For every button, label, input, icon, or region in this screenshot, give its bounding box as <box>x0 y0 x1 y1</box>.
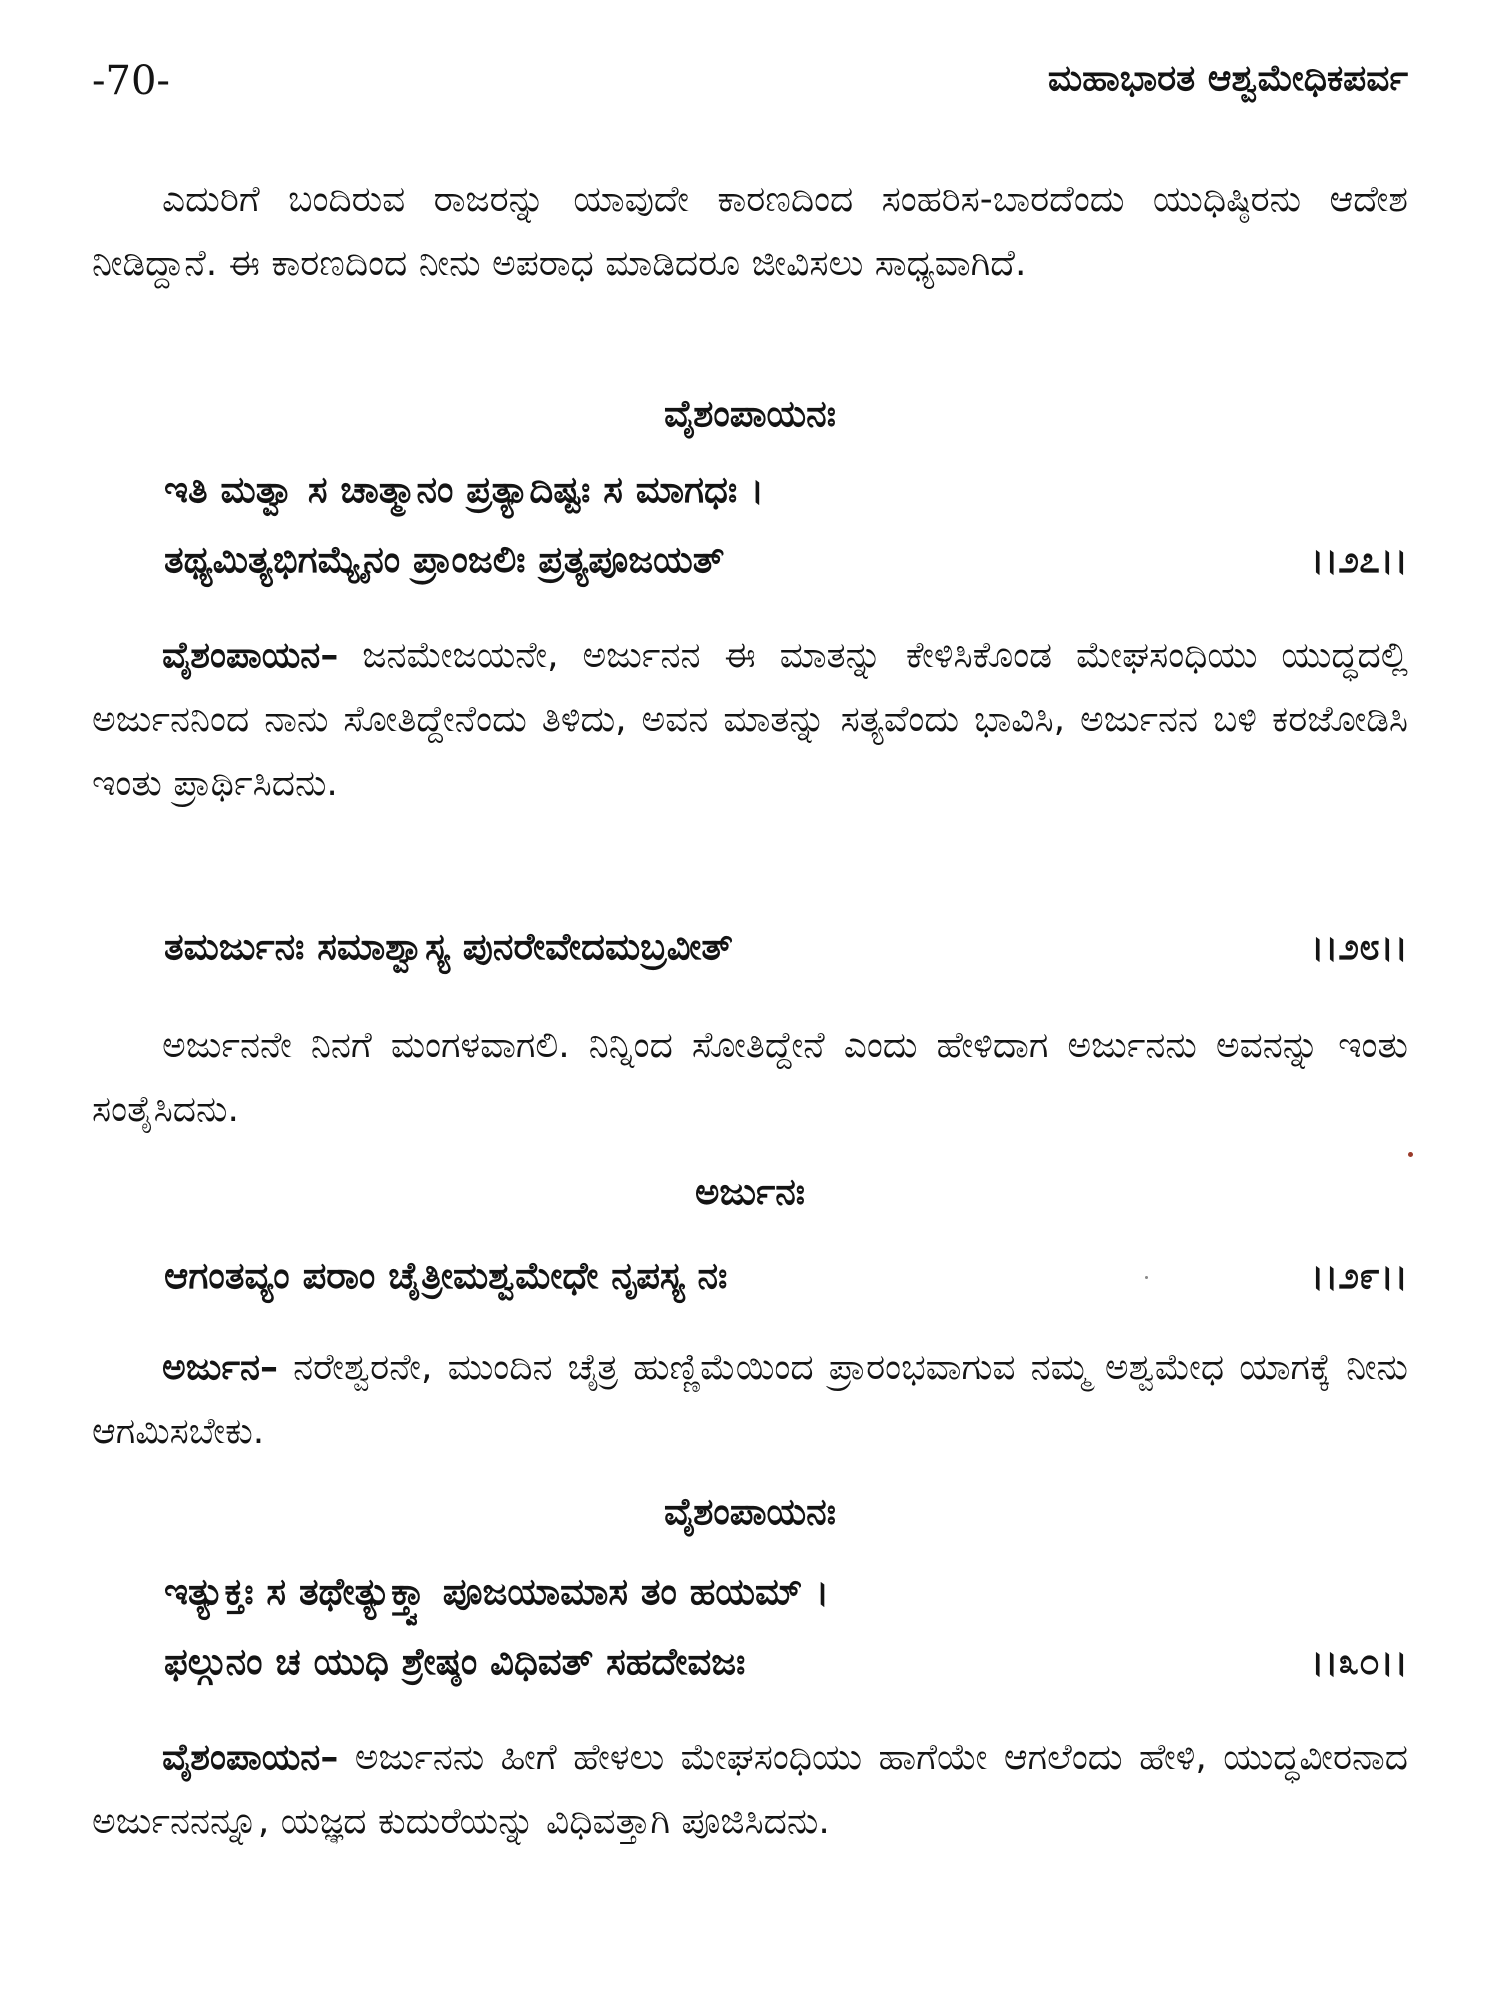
verse-number: ।।೨೭।। <box>1310 538 1408 581</box>
ink-speck <box>1408 1152 1413 1157</box>
inline-speaker: ವೈಶಂಪಾಯನ– <box>162 1737 339 1778</box>
speaker-heading: ಅರ್ಜುನಃ <box>695 1170 805 1213</box>
verse-text: ಇತಿ ಮತ್ವಾ ಸ ಚಾತ್ಮಾನಂ ಪ್ರತ್ಯಾದಿಷ್ಟಃ ಸ ಮಾಗಧಃ । <box>164 468 765 511</box>
running-title: ಮಹಾಭಾರತ ಆಶ್ವಮೇಧಿಕಪರ್ವ <box>1047 58 1408 99</box>
paragraph-text: ಜನಮೇಜಯನೇ, ಅರ್ಜುನನ ಈ ಮಾತನ್ನು ಕೇಳಿಸಿಕೊಂಡ ಮೇಘಸಂಧಿಯು ಯುದ್ಧದಲ್ಲಿ ಅರ್ಜುನನಿಂದ ನಾನು ಸೋತಿದ್ದೇನೆಂದು ತಿಳಿದು, ಅವನ ಮಾತನ್ನು ಸತ್ಯವೆಂದು ಭಾವಿಸಿ, ಅರ್ಜುನನ ಬಳಿ ಕರಜೋಡಿಸಿ ಇಂತು ಪ್ರಾರ್ಥಿಸಿದನು. <box>92 635 1408 804</box>
prose-paragraph <box>92 624 1408 816</box>
page-number: -70- <box>92 58 170 104</box>
paragraph-text: ಅರ್ಜುನನು ಹೀಗೆ ಹೇಳಲು ಮೇಘಸಂಧಿಯು ಹಾಗೆಯೇ ಆಗಲೆಂದು ಹೇಳಿ, ಯುದ್ಧವೀರನಾದ ಅರ್ಜುನನನ್ನೂ, ಯಜ್ಞದ ಕುದುರೆಯನ್ನು ವಿಧಿವತ್ತಾಗಿ ಪೂಜಿಸಿದನು. <box>92 1737 1408 1842</box>
inline-speaker: ವೈಶಂಪಾಯನ– <box>162 635 339 676</box>
inline-speaker: ಅರ್ಜುನ– <box>162 1347 279 1388</box>
page-header <box>92 58 1408 118</box>
verse-text: ತಥ್ಯಮಿತ್ಯಭಿಗಮ್ಯೈನಂ ಪ್ರಾಂಜಲಿಃ ಪ್ರತ್ಯಪೂಜಯತ್ <box>164 538 725 581</box>
speaker-heading: ವೈಶಂಪಾಯನಃ <box>664 1490 836 1533</box>
verse-text: ಫಲ್ಗುನಂ ಚ ಯುಧಿ ಶ್ರೇಷ್ಠಂ ವಿಧಿವತ್ ಸಹದೇವಜಃ <box>164 1640 746 1683</box>
verse-number: ।।೨೮।। <box>1310 925 1408 968</box>
verse-line <box>164 468 1408 528</box>
verse-line <box>164 1640 1408 1700</box>
verse-line <box>164 925 1408 985</box>
speaker-heading: ವೈಶಂಪಾಯನಃ <box>664 392 836 435</box>
paragraph-text: ನರೇಶ್ವರನೇ, ಮುಂದಿನ ಚೈತ್ರ ಹುಣ್ಣಿಮೆಯಿಂದ ಪ್ರಾರಂಭವಾಗುವ ನಮ್ಮ ಅಶ್ವಮೇಧ ಯಾಗಕ್ಕೆ ನೀನು ಆಗಮಿಸಬೇಕು. <box>92 1347 1408 1452</box>
verse-text: ಆಗಂತವ್ಯಂ ಪರಾಂ ಚೈತ್ರೀಮಶ್ವಮೇಧೇ ನೃಪಸ್ಯ ನಃ <box>164 1254 728 1297</box>
verse-text: ಇತ್ಯುಕ್ತಃ ಸ ತಥೇತ್ಯುಕ್ತ್ವಾ ಪೂಜಯಾಮಾಸ ತಂ ಹಯಮ್ । <box>164 1570 830 1613</box>
verse-line <box>164 1254 1408 1314</box>
verse-number: ।।೨೯।। <box>1310 1254 1408 1297</box>
ink-speck <box>1145 1276 1148 1279</box>
verse-text: ತಮರ್ಜುನಃ ಸಮಾಶ್ವಾಸ್ಯ ಪುನರೇವೇದಮಬ್ರವೀತ್ <box>164 925 733 968</box>
prose-paragraph <box>92 1336 1408 1464</box>
prose-paragraph: ಎದುರಿಗೆ ಬಂದಿರುವ ರಾಜರನ್ನು ಯಾವುದೇ ಕಾರಣದಿಂದ ಸಂಹರಿಸ-ಬಾರದೆಂದು ಯುಧಿಷ್ಠಿರನು ಆದೇಶ ನೀಡಿದ್ದಾನೆ. ಈ ಕಾರಣದಿಂದ ನೀನು ಅಪರಾಧ ಮಾಡಿದರೂ ಜೀವಿಸಲು ಸಾಧ್ಯವಾಗಿದೆ. <box>92 179 1408 284</box>
verse-number: ।।೩೦।। <box>1310 1640 1408 1683</box>
prose-paragraph: ಅರ್ಜುನನೇ ನಿನಗೆ ಮಂಗಳವಾಗಲಿ. ನಿನ್ನಿಂದ ಸೋತಿದ್ದೇನೆ ಎಂದು ಹೇಳಿದಾಗ ಅರ್ಜುನನು ಅವನನ್ನು ಇಂತು ಸಂತೈಸಿದನು. <box>92 1025 1408 1130</box>
verse-line <box>164 1570 1408 1630</box>
prose-paragraph <box>92 1726 1408 1854</box>
verse-line <box>164 538 1408 598</box>
